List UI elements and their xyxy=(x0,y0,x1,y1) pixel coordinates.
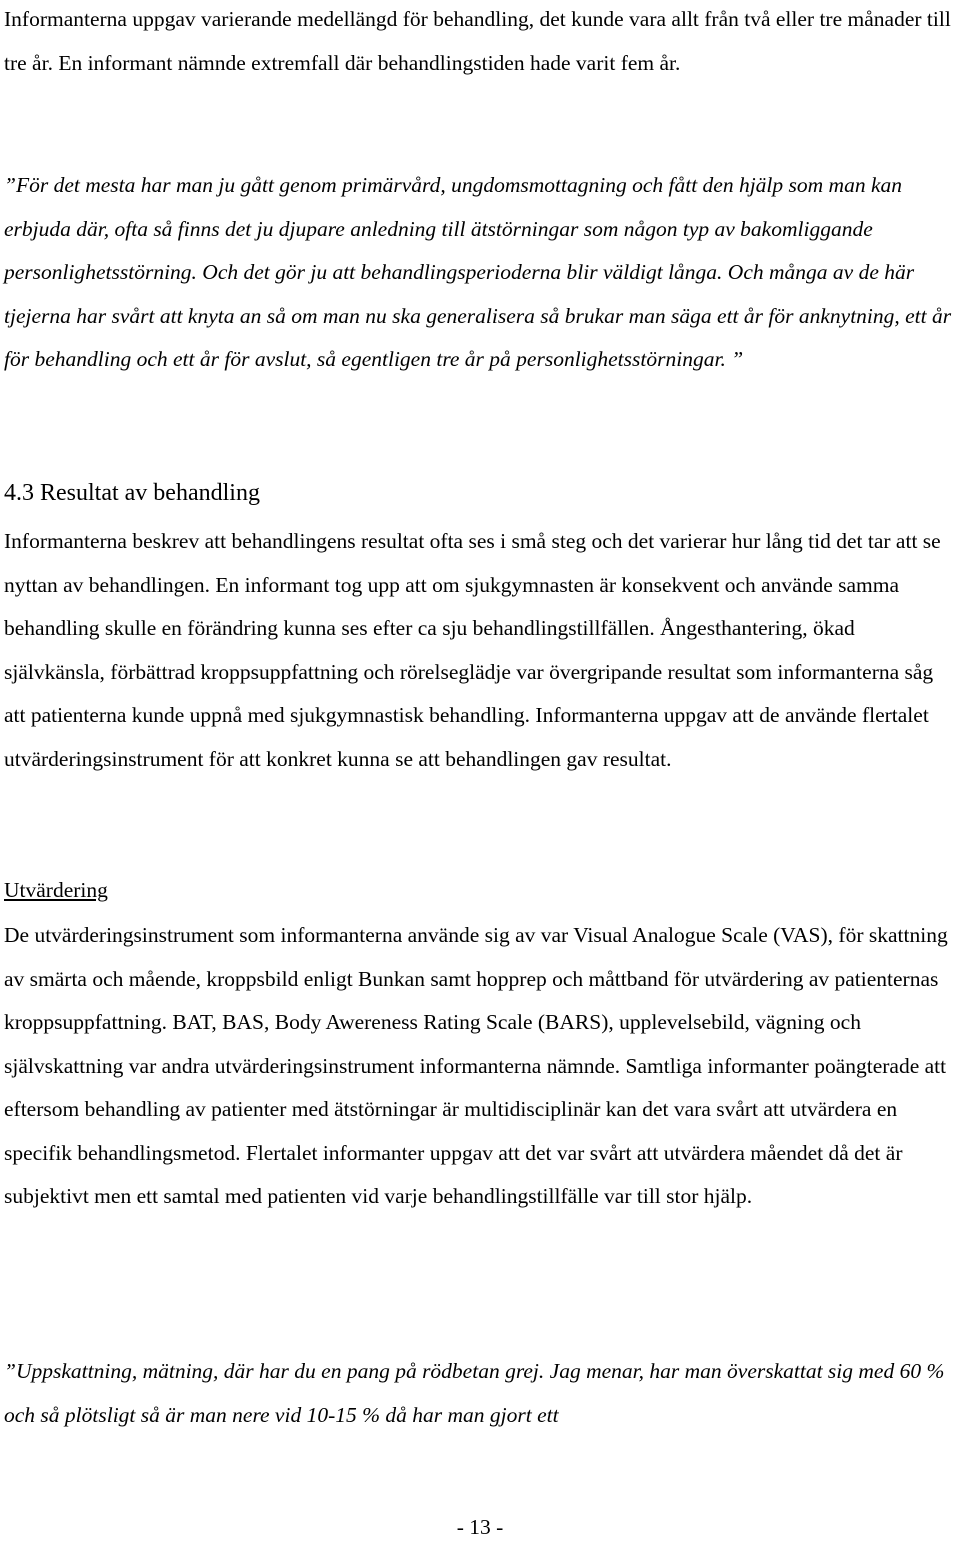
evaluation-paragraph: De utvärderingsinstrument som informanterna använde sig av var Visual Analogue Scale (VAS), för skattning av smärta och mående, kroppsbild enligt Bunkan samt hopprep och måttband för utvärdering av patienternas kroppsuppfattning. BAT, BAS, Body Awereness Rating Scale (BARS), upplevelsebild, vägning och självskattning var andra utvärderingsinstrument informanterna nämnde. Samtliga informanter poängterade att eftersom behandling av patienter med ätstörningar är multidisciplinär kan det vara svårt att utvärdera en specifik behandlingsmetod. Flertalet informanter uppgav att det var svårt att utvärdera måendet då det är subjektivt men ett samtal med patienten vid varje behandlingstillfälle var till stor hjälp. xyxy=(4,923,948,1208)
subsection-heading: Utvärdering xyxy=(4,878,108,902)
page-number: - 13 - xyxy=(456,1515,504,1539)
intro-paragraph: Informanterna uppgav varierande medellängd för behandling, det kunde vara allt från två eller tre månader till tre år. En informant nämnde extremfall där behandlingstiden hade varit fem år. xyxy=(4,7,951,75)
results-paragraph: Informanterna beskrev att behandlingens resultat ofta ses i små steg och det varierar hur lång tid det tar att se nyttan av behandlingen. En informant tog upp att om sjukgymnasten är konsekvent och använde samma behandling skulle en förändring kunna ses efter ca sju behandlingstillfällen. Ångesthantering, ökad självkänsla, förbättrad kroppsuppfattning och rörelseglädje var övergripande resultat som informanterna såg att patienterna kunde uppnå med sjukgymnastisk behandling. Informanterna uppgav att de använde flertalet utvärderingsinstrument för att konkret kunna se att behandlingen gav resultat. xyxy=(4,529,941,771)
quote-paragraph-2: ”Uppskattning, mätning, där har du en pang på rödbetan grej. Jag menar, har man överskattat sig med 60 % och så plötsligt så är man nere vid 10-15 % då har man gjort ett xyxy=(4,1359,945,1427)
quote-paragraph: ”För det mesta har man ju gått genom primärvård, ungdomsmottagning och fått den hjälp som man kan erbjuda där, ofta så finns det ju djupare anledning till ätstörningar som någon typ av bakomliggande personlighetsstörning. Och det gör ju att behandlingsperioderna blir väldigt långa. Och många av de här tjejerna har svårt att knyta an så om man nu ska generalisera så brukar man säga ett år för anknytning, ett år för behandling och ett år för avslut, så egentligen tre år på personlighetsstörningar. ” xyxy=(4,173,952,371)
section-heading: 4.3 Resultat av behandling xyxy=(4,480,260,506)
